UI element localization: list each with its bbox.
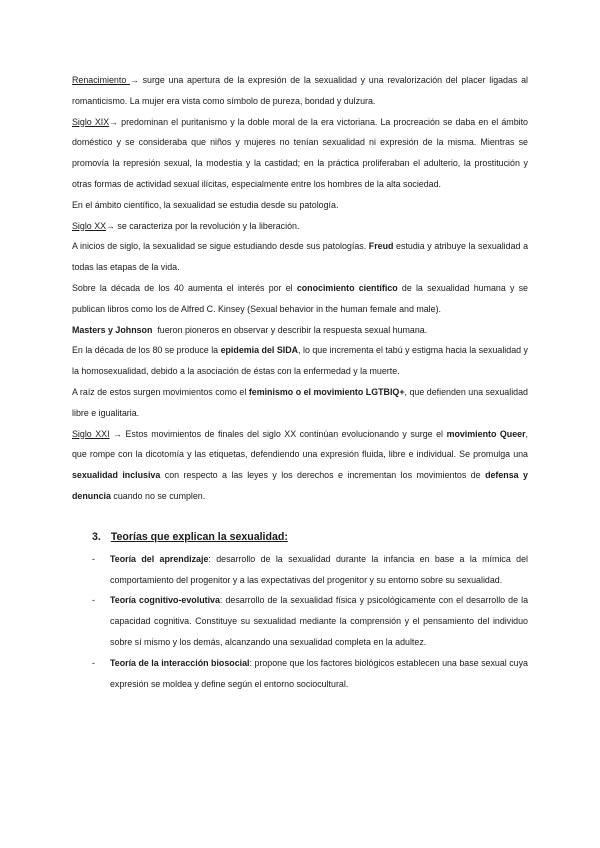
theory-text: : propone que los factores biológicos establecen una base sexual cuya expresión se moldea y define según el entorno sociocultural. bbox=[110, 657, 528, 689]
highlight-term: Freud bbox=[368, 241, 394, 252]
paragraph-text: surge una apertura de la expresión de la sexualidad y una revalorización del placer ligadas al romanticismo. La mujer era vista como símbolo de pureza, bondad y dulzura. bbox=[72, 75, 528, 106]
arrow-icon: → bbox=[109, 116, 119, 127]
era-label-renacimiento: Renacimiento bbox=[72, 75, 130, 85]
paragraph-text: , que rompe con la dicotomía y las etiquetas, defendiendo una expresión fluida, libre e individual. Se promulga una bbox=[72, 428, 529, 460]
highlight-term: movimiento Queer bbox=[446, 428, 526, 439]
list-item-body bbox=[110, 590, 528, 652]
arrow-icon: → bbox=[106, 220, 115, 231]
list-item bbox=[72, 653, 528, 695]
theory-term: Teoría de la interacción biosocial bbox=[110, 657, 250, 668]
era-label-siglo-xix: Siglo XIX bbox=[72, 116, 110, 127]
list-item-body bbox=[110, 549, 528, 591]
paragraph-text: cuando no se cumplen. bbox=[110, 490, 206, 501]
highlight-term: Masters y Johnson bbox=[72, 324, 153, 335]
dash-bullet: - bbox=[92, 595, 95, 606]
paragraph-text: , lo que incrementa el tabú y estigma hacia la sexualidad y la homosexualidad, debido a la asociación de éstas con la enfermedad y la muerte. bbox=[72, 345, 528, 377]
theory-term: Teoría cognitivo-evolutiva bbox=[110, 595, 220, 606]
list-item bbox=[72, 549, 528, 591]
paragraph-siglo-xix bbox=[72, 112, 528, 195]
section-number: 3. bbox=[92, 530, 101, 543]
highlight-term: defensa y denuncia bbox=[72, 470, 528, 501]
paragraph-text: de la sexualidad humana y se publican libros como los de Alfred C. Kinsey (Sexual behavior in the human female and male). bbox=[72, 282, 528, 314]
paragraph-text: estudia y atribuye la sexualidad a todas las etapas de la vida. bbox=[72, 241, 529, 273]
paragraph-feminismo bbox=[72, 382, 528, 424]
paragraph-text: Sobre la década de los 40 aumenta el interés por el bbox=[72, 282, 297, 293]
theory-text: : desarrollo de la sexualidad física y psicológicamente con el desarrollo de la capacidad cognitiva. Constituye su sexualidad mediante la comprensión y el pensamiento del individuo sobre sí mismo y los demás, alcanzando una sexualidad completa en la adultez. bbox=[110, 595, 529, 647]
paragraph-siglo-xxi bbox=[72, 424, 528, 507]
paragraph-freud bbox=[72, 236, 528, 278]
paragraph-masters-johnson bbox=[72, 320, 528, 341]
arrow-icon: → bbox=[113, 428, 122, 439]
era-label-siglo-xxi: Siglo XXI bbox=[72, 428, 110, 439]
theory-text: : desarrollo de la sexualidad durante la infancia en base a la mímica del comportamiento del progenitor y a las expectativas del progenitor y su entorno sobre su sexualidad. bbox=[110, 553, 528, 585]
era-label-siglo-xx: Siglo XX bbox=[72, 220, 107, 231]
section-heading bbox=[92, 527, 528, 547]
paragraph-renacimiento bbox=[72, 70, 528, 112]
paragraph-text: predominan el puritanismo y la doble moral de la era victoriana. La procreación se daba en el ámbito doméstico y se consideraba que niños y mujeres no tenían sexualidad ni expresión de la misma. Mientras se promovía la represión sexual, la modestia y la castidad; en la práctica proliferaban el adulterio, la prostitución y otras formas de actividad sexual ilícitas, especialmente entre los hombres de la alta sociedad. bbox=[72, 116, 528, 189]
theory-term: Teoría del aprendizaje bbox=[110, 553, 209, 564]
paragraph-text: Estos movimientos de finales del siglo XX continúan evolucionando y surge el bbox=[121, 428, 447, 439]
paragraph-text: , que defienden una sexualidad libre e igualitaria. bbox=[72, 386, 528, 418]
highlight-term: feminismo o el movimiento LGTBIQ+ bbox=[248, 386, 405, 397]
paragraph-text: En la década de los 80 se produce la bbox=[72, 345, 221, 356]
highlight-term: epidemia del SIDA bbox=[220, 345, 299, 356]
paragraph-text: se caracteriza por la revolución y la liberación. bbox=[114, 220, 300, 231]
paragraph-siglo-xx bbox=[72, 216, 528, 237]
paragraph-text: fueron pioneros en observar y describir la respuesta sexual humana. bbox=[152, 324, 428, 335]
dash-bullet: - bbox=[92, 657, 95, 668]
paragraph-text: A inicios de siglo, la sexualidad se sigue estudiando desde sus patologías. bbox=[72, 241, 369, 252]
highlight-term: sexualidad inclusiva bbox=[72, 470, 161, 481]
paragraph-kinsey bbox=[72, 278, 528, 320]
arrow-icon: → bbox=[130, 75, 139, 85]
highlight-term: conocimiento científico bbox=[296, 282, 398, 293]
paragraph-ambito-cientifico: En el ámbito científico, la sexualidad se estudia desde su patología. bbox=[72, 199, 339, 210]
dash-bullet: - bbox=[92, 553, 95, 564]
list-item bbox=[72, 590, 528, 652]
paragraph-text: A raíz de estos surgen movimientos como el bbox=[72, 386, 249, 397]
list-item-body bbox=[110, 653, 528, 695]
theories-list bbox=[72, 549, 528, 695]
section-title: Teorías que explican la sexualidad: bbox=[110, 530, 288, 543]
paragraph-text: con respecto a las leyes y los derechos e incrementan los movimientos de bbox=[160, 470, 486, 481]
paragraph-sida bbox=[72, 340, 528, 382]
